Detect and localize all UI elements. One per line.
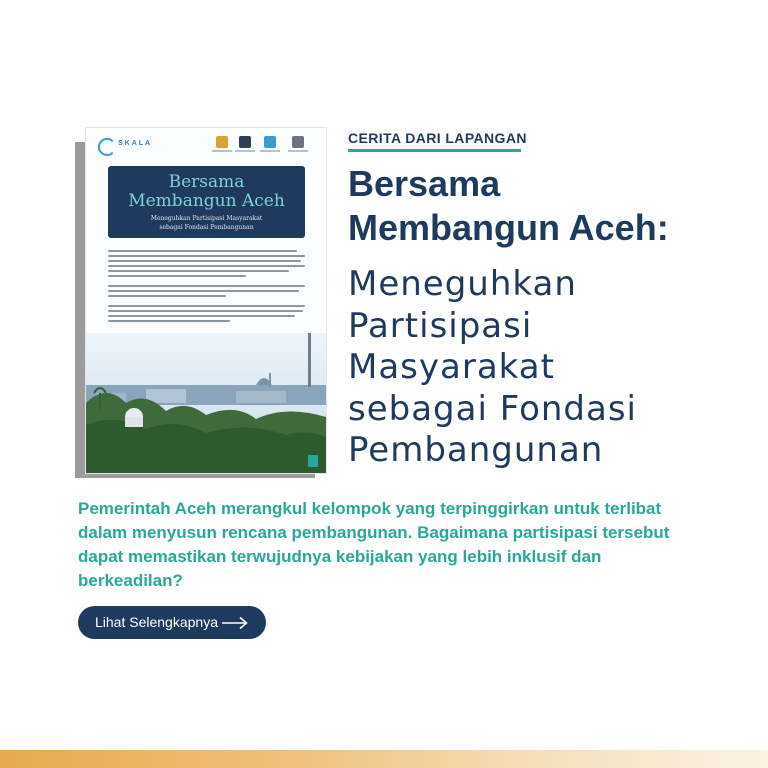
read-more-button[interactable] (78, 606, 266, 639)
article-subtitle-line: Meneguhkan (348, 264, 577, 304)
article-subtitle-line: sebagai Fondasi (348, 388, 637, 429)
article-subtitle (348, 264, 748, 472)
decorative-gradient-bar (0, 750, 768, 768)
arrow-right-icon (221, 616, 249, 630)
partner-logo-icon (216, 136, 228, 148)
partner-logo-icon (292, 136, 304, 148)
article-title-line2: Membangun Aceh: (348, 207, 669, 248)
partner-logo-icon (264, 136, 276, 148)
article-description: Pemerintah Aceh merangkul kelompok yang terpinggirkan untuk terlibat dalam menyusun rencana pembangunan. Bagaimana partisipasi tersebut dapat memastikan terwujudnya kebijakan yang lebih inklusif dan berkeadilan? (78, 499, 670, 590)
partner-logo-icon (239, 136, 251, 148)
cover-subtitle-line2: sebagai Fondasi Pembangunan (159, 224, 254, 231)
cover-city-photo (86, 333, 326, 473)
article-title-line1: Bersama (348, 163, 501, 204)
cover-page-marker (308, 455, 318, 467)
cover-title-banner (108, 166, 305, 238)
cover-subtitle-line1: Meneguhkan Partisipasi Masyarakat (150, 215, 263, 222)
article-eyebrow: CERITA DARI LAPANGAN (348, 130, 527, 146)
article-subtitle-line: Masyarakat (348, 347, 555, 387)
cover-logo-bar (86, 128, 326, 160)
article-subtitle-line: Pembangunan (348, 430, 604, 470)
article-title (348, 162, 748, 250)
read-more-label: Lihat Selengkapnya (95, 614, 218, 630)
article-subtitle-line: Partisipasi (348, 305, 533, 346)
cover-body-text (108, 250, 305, 325)
skala-logo-icon (98, 138, 116, 156)
cover-title-line2: Membangun Aceh (128, 191, 285, 211)
cover-title-line1: Bersama (168, 172, 245, 192)
eyebrow-underline (348, 149, 521, 152)
cover-brand: SKALA (118, 140, 153, 147)
report-cover-thumbnail[interactable] (86, 128, 326, 473)
